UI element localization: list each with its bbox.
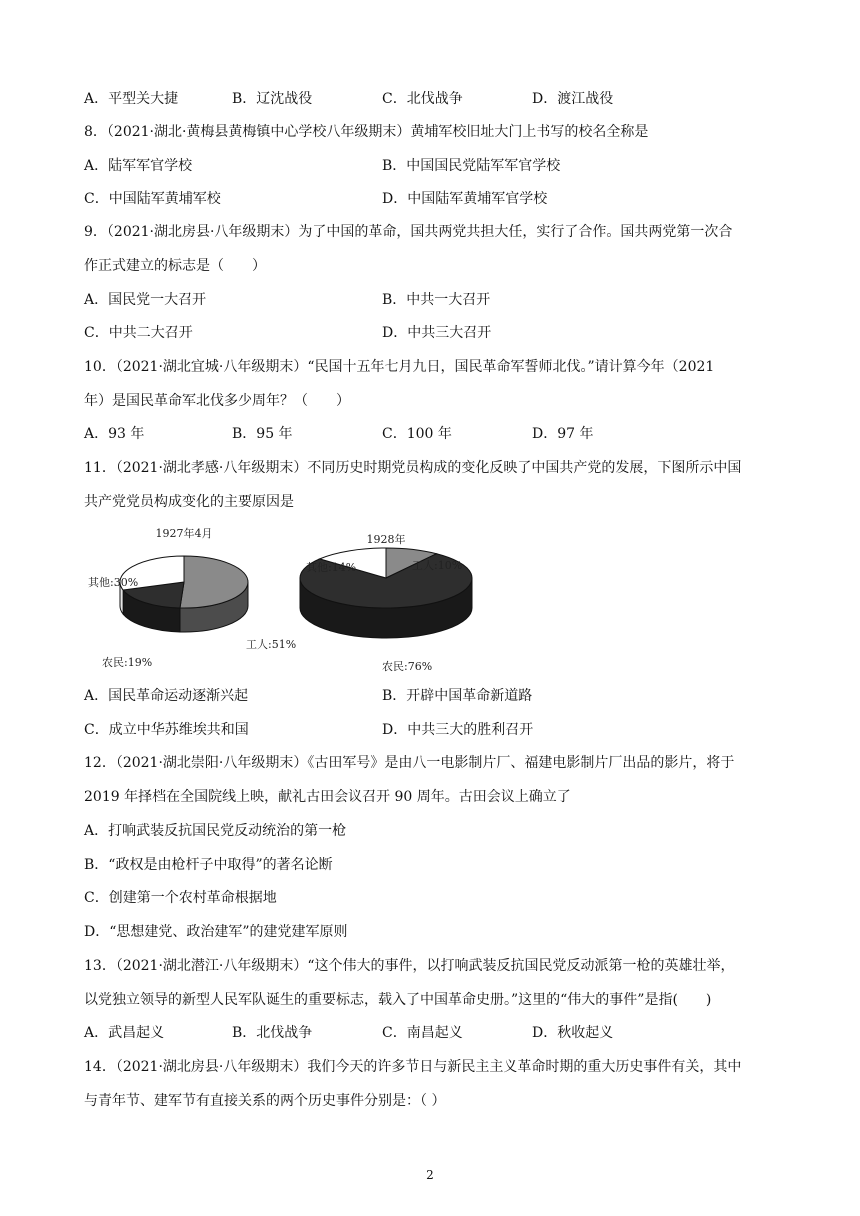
q8-option-c: C．中国陆军黄埔军校: [84, 191, 221, 207]
chart2-label-farmer: 农民:76%: [382, 660, 433, 673]
q13-option-d: D．秋收起义: [532, 1025, 614, 1041]
chart1-label-farmer: 农民:19%: [102, 656, 153, 669]
q10-option-c: C．100 年: [382, 426, 452, 442]
q11-option-b: B．开辟中国革命新道路: [382, 688, 533, 704]
q9-option-c: C．中共二大召开: [84, 325, 193, 341]
chart2-label-worker: 工人:10%: [412, 559, 463, 572]
q13-stem-line2: 以党独立领导的新型人民军队诞生的重要标志，载入了中国革命史册。”这里的“伟大的事件”是指( ): [84, 992, 712, 1008]
party-composition-charts: [84, 524, 504, 674]
q10-option-d: D．97 年: [532, 426, 594, 442]
q11-option-d: D．中共三大的胜利召开: [382, 722, 534, 738]
q12-stem-line2: 2019 年择档在全国院线上映，献礼古田会议召开 90 周年。古田会议上确立了: [84, 789, 571, 805]
q12-stem-line1: 12．（2021·湖北崇阳·八年级期末）《古田军号》是由八一电影制片厂、福建电影制片厂出品的影片，将于: [84, 755, 735, 771]
q11-option-c: C．成立中华苏维埃共和国: [84, 722, 249, 738]
q7-option-a: A．平型关大捷: [84, 91, 179, 107]
chart1-label-other: 其他:30%: [88, 576, 139, 589]
q13-option-c: C．南昌起义: [382, 1025, 463, 1041]
q10-option-a: A．93 年: [84, 426, 145, 442]
q9-option-d: D．中共三大召开: [382, 325, 492, 341]
q9-stem-line1: 9．（2021·湖北房县·八年级期末）为了中国的革命，国共两党共担大任，实行了合作。国共两党第一次合: [84, 224, 733, 240]
chart1-label-worker: 工人:51%: [246, 638, 297, 651]
q9-stem-line2: 作正式建立的标志是（ ）: [84, 258, 266, 274]
chart2-title: 1928年: [366, 533, 406, 546]
page-number: 2: [426, 1168, 434, 1182]
q13-option-a: A．武昌起义: [84, 1025, 165, 1041]
q11-stem-line2: 共产党党员构成变化的主要原因是: [84, 494, 294, 510]
pie-charts-svg: [84, 524, 504, 674]
q12-option-c: C．创建第一个农村革命根据地: [84, 890, 277, 906]
q8-option-a: A．陆军军官学校: [84, 158, 193, 174]
q13-option-b: B．北伐战争: [232, 1025, 313, 1041]
chart1-pie: [120, 556, 248, 632]
q11-option-a: A．国民革命运动逐渐兴起: [84, 688, 249, 704]
q7-option-b: B．辽沈战役: [232, 91, 313, 107]
q8-option-d: D．中国陆军黄埔军官学校: [382, 191, 548, 207]
q10-stem-line1: 10．（2021·湖北宜城·八年级期末）“民国十五年七月九日，国民革命军誓师北伐。”请计算今年（2021: [84, 359, 715, 375]
q14-stem-line2: 与青年节、建军节有直接关系的两个历史事件分别是：（ ）: [84, 1093, 446, 1109]
chart1-title: 1927年4月: [155, 527, 213, 540]
q12-option-d: D．“思想建党、政治建军”的建党建军原则: [84, 924, 348, 940]
q11-stem-line1: 11．（2021·湖北孝感·八年级期末）不同历史时期党员构成的变化反映了中国共产党的发展，下图所示中国: [84, 460, 742, 476]
q8-stem: 8．（2021·湖北·黄梅县黄梅镇中心学校八年级期末）黄埔军校旧址大门上书写的校名全称是: [84, 124, 649, 140]
q7-option-c: C．北伐战争: [382, 91, 463, 107]
q12-option-a: A．打响武装反抗国民党反动统治的第一枪: [84, 823, 347, 839]
q10-stem-line2: 年）是国民革命军北伐多少周年？（ ）: [84, 393, 350, 409]
q7-option-d: D．渡江战役: [532, 91, 614, 107]
q14-stem-line1: 14．（2021·湖北房县·八年级期末）我们今天的许多节日与新民主主义革命时期的重大历史事件有关，其中: [84, 1059, 742, 1075]
q9-option-a: A．国民党一大召开: [84, 292, 207, 308]
q8-option-b: B．中国国民党陆军军官学校: [382, 158, 561, 174]
q9-option-b: B．中共一大召开: [382, 292, 491, 308]
q13-stem-line1: 13．（2021·湖北潜江·八年级期末）“这个伟大的事件，以打响武装反抗国民党反动派第一枪的英雄壮举，: [84, 958, 735, 974]
chart2-label-other: 其他:14%: [306, 561, 357, 574]
q12-option-b: B．“政权是由枪杆子中取得”的著名论断: [84, 857, 333, 873]
q10-option-b: B．95 年: [232, 426, 293, 442]
